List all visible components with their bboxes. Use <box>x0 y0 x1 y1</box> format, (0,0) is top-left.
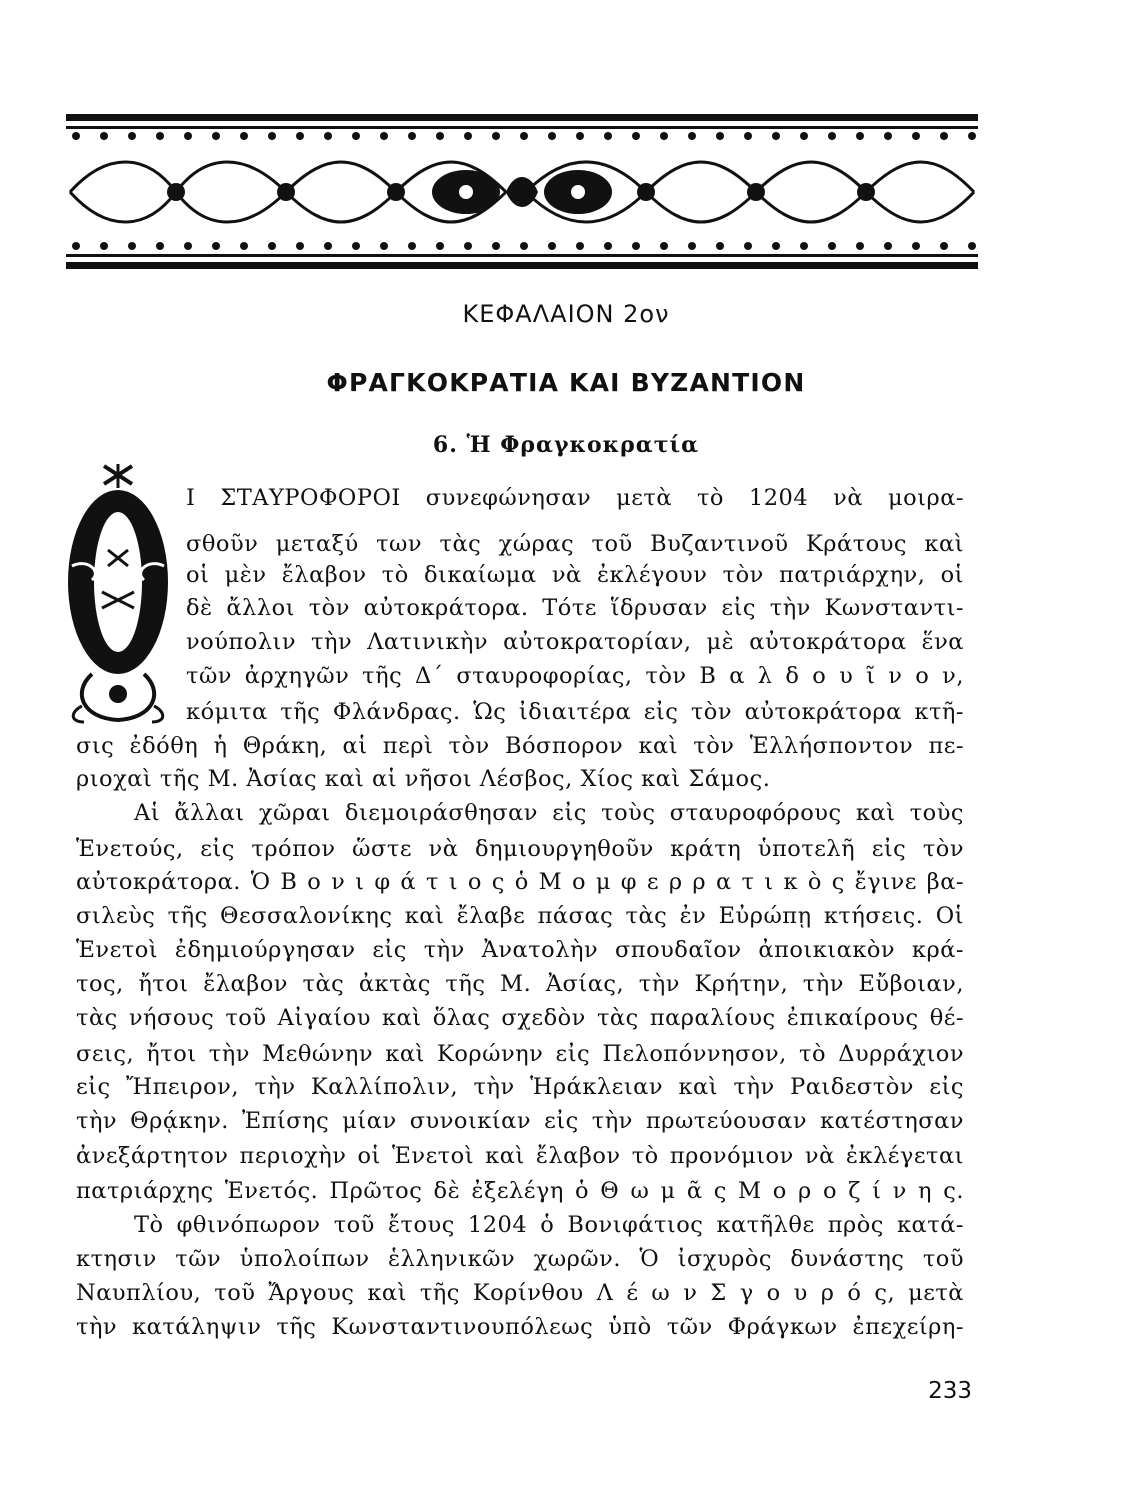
text-line: νούπολιν τὴν Λατινικὴν αὐτοκρατορίαν, μὲ αὐτοκράτορα ἕνα <box>186 629 964 655</box>
text-line: Ἑνετοὶ ἐδημιούργησαν εἰς τὴν Ἀνατολὴν σπουδαῖον ἀποικιακὸν κρά- <box>76 937 964 963</box>
text-line: τὴν κατάληψιν τῆς Κωνσταντινουπόλεως ὑπὸ τῶν Φράγκων ἐπεχείρη- <box>76 1314 964 1340</box>
text-line: Τὸ φθινόπωρον τοῦ ἔτους 1204 ὁ Βονιφάτιος κατῆλθε πρὸς κατά- <box>134 1212 964 1238</box>
text-line: κόμιτα τῆς Φλάνδρας. Ὡς ἰδιαιτέρα εἰς τὸν αὐτοκράτορα κτῆ- <box>186 699 964 725</box>
text-line: σεις, ἤτοι τὴν Μεθώνην καὶ Κορώνην εἰς Πελοπόννησον, τὸ Δυρράχιον <box>76 1041 964 1067</box>
text-line: Ἑνετούς, εἰς τρόπον ὥστε νὰ δημιουργηθοῦν κράτη ὑποτελῆ εἰς τὸν <box>76 836 964 862</box>
text-line: εἰς Ἤπειρον, τὴν Καλλίπολιν, τὴν Ἡράκλειαν καὶ τὴν Ραιδεστὸν εἰς <box>76 1074 964 1100</box>
decorated-initial-omicron-illustration <box>62 462 174 724</box>
text-line: Αἱ ἄλλαι χῶραι διεμοιράσθησαν εἰς τοὺς σταυροφόρους καὶ τοὺς <box>134 800 964 826</box>
page-number: 233 <box>928 1378 972 1404</box>
text-line: τὴν Θρᾴκην. Ἐπίσης μίαν συνοικίαν εἰς τὴν πρωτεύουσαν κατέστησαν <box>76 1108 964 1134</box>
section-title: 6. Ἡ Φραγκοκρατία <box>432 432 700 458</box>
text-line: Ι ΣΤΑΥΡΟΦΟΡΟΙ συνεφώνησαν μετὰ τὸ 1204 νὰ μοιρα- <box>186 485 964 511</box>
text-line: δὲ ἄλλοι τὸν αὐτοκράτορα. Τότε ἵδρυσαν εἰς τὴν Κωνσταντι- <box>186 595 964 621</box>
decorative-ornament-band <box>66 112 978 272</box>
text-line: πατριάρχης Ἑνετός. Πρῶτος δὲ ἐξελέγη ὁ Θ ω μ ᾶ ς Μ ο ρ ο ζ ί ν η ς. <box>76 1178 964 1204</box>
text-line: Ναυπλίου, τοῦ Ἄργους καὶ τῆς Κορίνθου Λ έ ω ν Σ γ ο υ ρ ό ς, μετὰ <box>76 1280 964 1306</box>
text-line: τος, ἤτοι ἔλαβον τὰς ἀκτὰς τῆς Μ. Ἀσίας, τὴν Κρήτην, τὴν Εὔβοιαν, <box>76 971 964 997</box>
text-line: ἀνεξάρτητον περιοχὴν οἱ Ἑνετοὶ καὶ ἔλαβον τὸ προνόμιον νὰ ἐκλέγεται <box>76 1143 964 1169</box>
chapter-heading: ΚΕΦΑΛΑΙΟΝ 2ον <box>462 300 670 328</box>
text-line: σις ἐδόθη ἡ Θράκη, αἱ περὶ τὸν Βόσπορον καὶ τὸν Ἑλλήσποντον πε- <box>76 733 964 759</box>
text-line: κτησιν τῶν ὑπολοίπων ἑλληνικῶν χωρῶν. Ὁ ἰσχυρὸς δυνάστης τοῦ <box>76 1246 964 1272</box>
text-line: τῶν ἀρχηγῶν τῆς Δ΄ σταυροφορίας, τὸν Β α λ δ ο υ ῖ ν ο ν, <box>186 663 964 689</box>
text-line: σιλεὺς τῆς Θεσσαλονίκης καὶ ἔλαβε πάσας τὰς ἐν Εὐρώπῃ κτήσεις. Οἱ <box>76 903 964 929</box>
text-line: οἱ μὲν ἔλαβον τὸ δικαίωμα νὰ ἐκλέγουν τὸν πατριάρχην, οἱ <box>186 562 964 588</box>
text-line: τὰς νήσους τοῦ Αἰγαίου καὶ ὅλας σχεδὸν τὰς παραλίους ἐπικαίρους θέ- <box>76 1005 964 1031</box>
text-line: αὐτοκράτορα. Ὁ Β ο ν ι φ ά τ ι ο ς ὁ Μ ο μ φ ε ρ ρ α τ ι κ ὸ ς ἔγινε βα- <box>76 869 964 895</box>
chapter-title: ΦΡΑΓΚΟΚΡΑΤΙΑ ΚΑΙ ΒΥΖΑΝΤΙΟΝ <box>326 368 806 397</box>
text-line: σθοῦν μεταξύ των τὰς χώρας τοῦ Βυζαντινοῦ Κράτους καὶ <box>186 531 964 557</box>
text-line: ριοχαὶ τῆς Μ. Ἀσίας καὶ αἱ νῆσοι Λέσβος, Χίος καὶ Σάμος. <box>76 766 771 792</box>
